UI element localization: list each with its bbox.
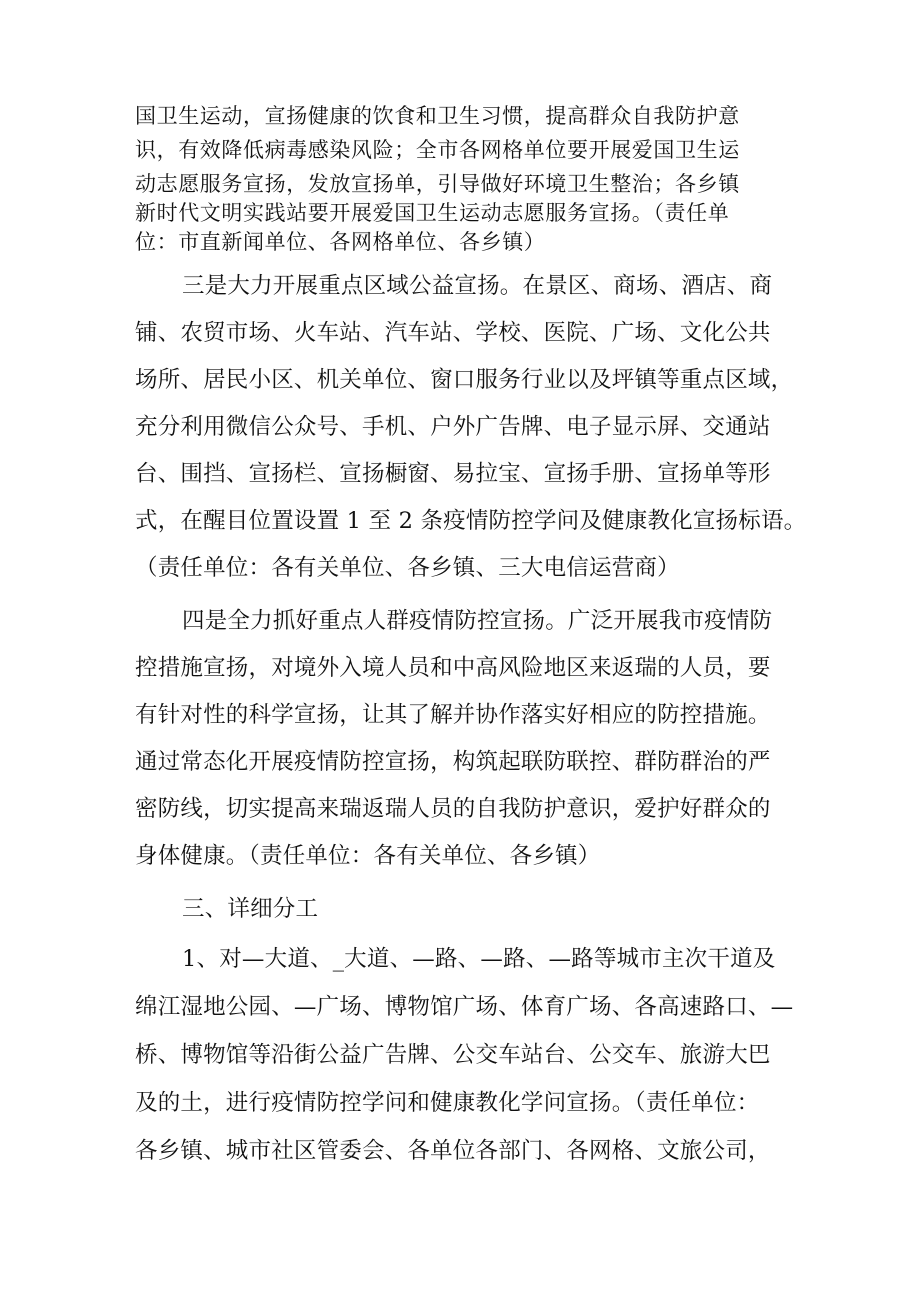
text-line: 各乡镇、城市社区管委会、各单位各部门、各网格、文旅公司， — [135, 1138, 771, 1164]
text-line: （责任单位：各有关单位、各乡镇、三大电信运营商） — [135, 555, 680, 581]
text-line: 动志愿服务宣扬，发放宣扬单，引导做好环境卫生整治；各乡镇 — [135, 172, 740, 196]
text-line: 位：市直新闻单位、各网格单位、各乡镇） — [135, 230, 546, 254]
text-line: 三是大力开展重点区域公益宣扬。在景区、商场、酒店、商 — [182, 273, 773, 299]
text-line: 身体健康。（责任单位：各有关单位、各乡镇） — [135, 843, 601, 869]
text-line: 桥、博物馆等沿街公益广告牌、公交车站台、公交车、旅游大巴 — [135, 1042, 771, 1068]
text-line: 控措施宣扬，对境外入境人员和中高风险地区来返瑞的人员，要 — [135, 655, 771, 681]
text-line: 铺、农贸市场、火车站、汽车站、学校、医院、广场、文化公共 — [135, 320, 771, 346]
text-line: 通过常态化开展疫情防控宣扬，构筑起联防联控、群防群治的严 — [135, 749, 771, 775]
text-line: 新时代文明实践站要开展爱国卫生运动志愿服务宣扬。（责任单 — [135, 201, 730, 225]
text-line: 四是全力抓好重点人群疫情防控宣扬。广泛开展我市疫情防 — [182, 608, 773, 634]
heading-text: 三、详细分工 — [182, 896, 319, 922]
text-line: 1、对—大道、_大道、—路、—路、—路等城市主次干道及 — [182, 946, 776, 972]
text-line: 国卫生运动，宣扬健康的饮食和卫生习惯，提高群众自我防护意 — [135, 104, 740, 128]
text-line: 充分利用微信公众号、手机、户外广告牌、电子显示屏、交通站 — [135, 414, 771, 440]
text-line: 识，有效降低病毒感染风险；全市各网格单位要开展爱国卫生运 — [135, 138, 740, 162]
text-line: 场所、居民小区、机关单位、窗口服务行业以及坪镇等重点区域， — [135, 367, 794, 393]
text-line: 有针对性的科学宣扬，让其了解并协作落实好相应的防控措施。 — [135, 702, 771, 728]
text-line: 台、围挡、宣扬栏、宣扬橱窗、易拉宝、宣扬手册、宣扬单等形 — [135, 461, 771, 487]
text-line: 绵江湿地公园、—广场、博物馆广场、体育广场、各高速路口、— — [135, 994, 794, 1020]
text-line: 及的土，进行疫情防控学问和健康教化学问宣扬。（责任单位： — [135, 1090, 760, 1116]
text-line: 密防线，切实提高来瑞返瑞人员的自我防护意识，爱护好群众的 — [135, 796, 771, 822]
text-line: 式，在醒目位置设置 1 至 2 条疫情防控学问及健康教化宣扬标语。 — [135, 508, 807, 534]
